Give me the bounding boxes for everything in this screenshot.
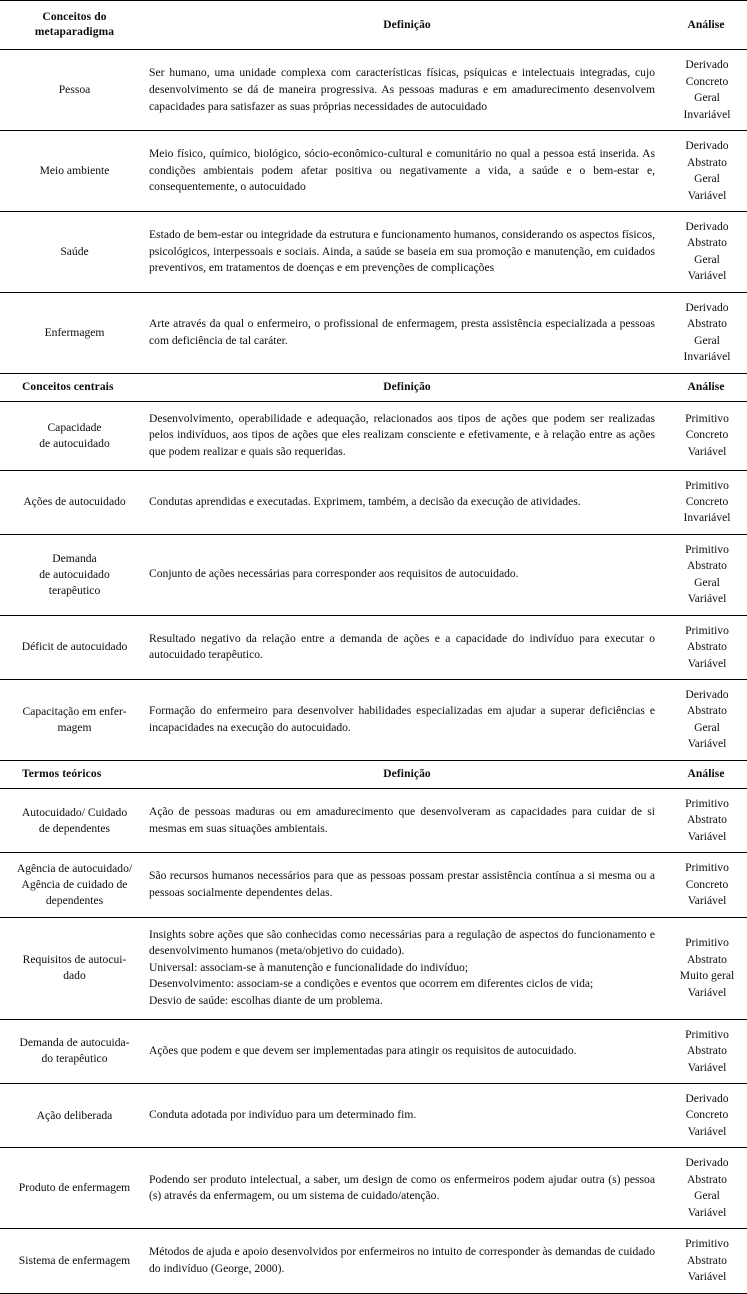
analysis-attribute: Derivado: [685, 1156, 729, 1170]
cell-term: Saúde: [0, 211, 149, 292]
cell-term-line: magem: [57, 720, 92, 734]
analysis-attribute: Abstrato: [687, 317, 727, 331]
cell-term-line: Demanda: [52, 551, 97, 565]
cell-term: [0, 534, 149, 615]
cell-term-line: dependentes: [45, 894, 104, 908]
table-row: [0, 1148, 747, 1229]
analysis-attribute: Geral: [694, 720, 720, 734]
cell-term: Produto de enfermagem: [0, 1148, 149, 1229]
table-row: [0, 680, 747, 761]
analysis-attribute: Primitivo: [685, 623, 729, 637]
cell-definition: Conduta adotada por indivíduo para um determinado fim.: [149, 1083, 665, 1147]
analysis-attribute: Abstrato: [687, 952, 727, 966]
analysis-attribute: Concreto: [685, 494, 729, 508]
cell-term-line: Agência de cuidado de: [21, 878, 128, 892]
cell-definition-line: Insights sobre ações que são conhecidas como necessárias para a regulação de aspectos do funcionamento e desenvolvimento humanos (meta/objetivo do cuidado).: [149, 927, 655, 958]
cell-term-line: Requisitos de autocui-: [22, 953, 127, 967]
analysis-attribute: Abstrato: [687, 155, 727, 169]
cell-analysis: [665, 917, 747, 1019]
analysis-attribute: Geral: [694, 333, 720, 347]
analysis-attribute: Concreto: [685, 877, 729, 891]
column-header-definition: Definição: [149, 373, 665, 401]
cell-term: Ações de autocuidado: [0, 470, 149, 534]
analysis-attribute: Variável: [687, 737, 727, 751]
table-row: [0, 211, 747, 292]
analysis-attribute: Abstrato: [687, 236, 727, 250]
analysis-attribute: Primitivo: [685, 861, 729, 875]
analysis-attribute: Geral: [694, 172, 720, 186]
cell-definition: Meio físico, químico, biológico, sócio-econômico-cultural e comunitário no qual a pessoa está inserida. As condições ambientais podem afetar positiva ou negativamente a vida, a saúde e o bem-estar e, consequentemente, o autocuidado: [149, 131, 665, 212]
analysis-attribute: Abstrato: [687, 1172, 727, 1186]
cell-analysis: [665, 1019, 747, 1083]
cell-definition: Desenvolvimento, operabilidade e adequação, relacionados aos tipos de ações que podem ser realizadas pelos indivíduos, aos tipos de ações que eles realizam consciente e efetivamente, e à relação entre as ações que podem realizar e quais são requeridas.: [149, 401, 665, 470]
analysis-attribute: Primitivo: [685, 797, 729, 811]
cell-definition: Ação de pessoas maduras ou em amadurecimento que desenvolveram as capacidades para cuidar de si mesmas em suas situações ambientais.: [149, 789, 665, 853]
cell-term: Pessoa: [0, 50, 149, 131]
analysis-attribute: Variável: [687, 1270, 727, 1284]
table-row: [0, 789, 747, 853]
section-header-row: [0, 1, 747, 50]
cell-term-line: dado: [63, 969, 86, 983]
cell-definition: Arte através da qual o enfermeiro, o profissional de enfermagem, presta assistência especializada a pessoas com deficiência de tal caráter.: [149, 292, 665, 373]
analysis-attribute: Concreto: [685, 1108, 729, 1122]
analysis-attribute: Derivado: [685, 1091, 729, 1105]
analysis-attribute: Variável: [687, 1205, 727, 1219]
column-header-analysis: Análise: [665, 373, 747, 401]
table-row: [0, 534, 747, 615]
cell-term-line: Demanda de autocuida-: [19, 1036, 130, 1050]
table-row: [0, 401, 747, 470]
analysis-attribute: Variável: [687, 444, 727, 458]
table-row: [0, 131, 747, 212]
cell-analysis: [665, 292, 747, 373]
analysis-attribute: Primitivo: [685, 478, 729, 492]
cell-definition: [149, 917, 665, 1019]
analysis-attribute: Abstrato: [687, 1044, 727, 1058]
cell-analysis: [665, 853, 747, 917]
cell-analysis: [665, 615, 747, 679]
analysis-attribute: Variável: [687, 592, 727, 606]
cell-term: [0, 917, 149, 1019]
cell-definition-line: Desenvolvimento: associam-se a condições e eventos que ocorrem em diferentes ciclos de vida;: [149, 977, 594, 991]
cell-term: Ação deliberada: [0, 1083, 149, 1147]
cell-definition: Métodos de ajuda e apoio desenvolvidos por enfermeiros no intuito de corresponder às demandas de cuidado do indivíduo (George, 2000).: [149, 1229, 665, 1293]
column-header-term: Termos teóricos: [0, 760, 149, 788]
analysis-attribute: Derivado: [685, 219, 729, 233]
analysis-attribute: Geral: [694, 1189, 720, 1203]
cell-definition: Resultado negativo da relação entre a demanda de ações e a capacidade do indivíduo para executar o autocuidado terapêutico.: [149, 615, 665, 679]
column-header-definition: Definição: [149, 1, 665, 50]
analysis-attribute: Primitivo: [685, 411, 729, 425]
cell-term: [0, 680, 149, 761]
analysis-attribute: Variável: [687, 1060, 727, 1074]
analysis-attribute: Variável: [687, 894, 727, 908]
cell-term: Enfermagem: [0, 292, 149, 373]
analysis-attribute: Variável: [687, 269, 727, 283]
cell-analysis: [665, 131, 747, 212]
cell-analysis: [665, 50, 747, 131]
analysis-attribute: Derivado: [685, 58, 729, 72]
analysis-attribute: Derivado: [685, 688, 729, 702]
cell-definition-line: Universal: associam-se à manutenção e funcionalidade do indivíduo;: [149, 960, 469, 974]
table-row: [0, 1229, 747, 1293]
table-row: [0, 50, 747, 131]
cell-term-line: Capacitação em enfer-: [22, 704, 127, 718]
cell-term-line: de dependentes: [38, 821, 111, 835]
table-row: [0, 615, 747, 679]
cell-term: [0, 853, 149, 917]
cell-term: Meio ambiente: [0, 131, 149, 212]
table-row: [0, 853, 747, 917]
cell-analysis: [665, 1229, 747, 1293]
cell-analysis: [665, 211, 747, 292]
section-header-row: [0, 373, 747, 401]
cell-term-line: Agência de autocuidado/: [16, 862, 133, 876]
analysis-attribute: Geral: [694, 252, 720, 266]
cell-analysis: [665, 789, 747, 853]
table-row: [0, 292, 747, 373]
analysis-attribute: Geral: [694, 575, 720, 589]
analysis-attribute: Variável: [687, 1124, 727, 1138]
cell-definition: Ações que podem e que devem ser implementadas para atingir os requisitos de autocuidado.: [149, 1019, 665, 1083]
table-row: [0, 470, 747, 534]
analysis-attribute: Derivado: [685, 139, 729, 153]
analysis-attribute: Concreto: [685, 74, 729, 88]
table-row: [0, 917, 747, 1019]
analysis-attribute: Primitivo: [685, 542, 729, 556]
cell-term: [0, 1019, 149, 1083]
cell-definition: Podendo ser produto intelectual, a saber, um design de como os enfermeiros podem ajudar outra (s) pessoa (s) através da enfermagem, ou um sistema de cuidado/atenção.: [149, 1148, 665, 1229]
cell-term: Déficit de autocuidado: [0, 615, 149, 679]
section-header-row: [0, 760, 747, 788]
cell-term-line: Autocuidado/ Cuidado: [21, 805, 128, 819]
cell-term-line: Capacidade: [47, 420, 102, 434]
analysis-attribute: Primitivo: [685, 936, 729, 950]
analysis-attribute: Variável: [687, 985, 727, 999]
analysis-attribute: Derivado: [685, 300, 729, 314]
cell-term-line: de autocuidado: [39, 567, 110, 581]
analysis-attribute: Abstrato: [687, 704, 727, 718]
column-header-definition: Definição: [149, 760, 665, 788]
analysis-attribute: Abstrato: [687, 640, 727, 654]
analysis-attribute: Abstrato: [687, 1253, 727, 1267]
cell-definition: Ser humano, uma unidade complexa com características físicas, psíquicas e intelectuais integradas, cujo desenvolvimento se dá de maneira progressiva. As pessoas maduras e em amadurecimento desenvolvem capacidades para satisfazer as suas próprias necessidades de autocuidado: [149, 50, 665, 131]
column-header-term: Conceitos centrais: [0, 373, 149, 401]
cell-analysis: [665, 401, 747, 470]
column-header-term: [0, 1, 149, 50]
cell-definition: Conjunto de ações necessárias para corresponder aos requisitos de autocuidado.: [149, 534, 665, 615]
analysis-attribute: Variável: [687, 829, 727, 843]
cell-term-line: do terapêutico: [41, 1052, 108, 1066]
analysis-attribute: Muito geral: [679, 969, 735, 983]
column-header-analysis: Análise: [665, 760, 747, 788]
analysis-attribute: Invariável: [683, 107, 731, 121]
cell-definition: Estado de bem-estar ou integridade da estrutura e funcionamento humanos, considerando os aspectos físicos, psicológicos, interpessoais e sociais. Ainda, a saúde se baseia em sua promoção e manutenção, em cuidados preventivos, em tratamentos de doenças e em prevenções de complicações: [149, 211, 665, 292]
cell-term-line: de autocuidado: [39, 436, 110, 450]
analysis-attribute: Variável: [687, 188, 727, 202]
analysis-attribute: Abstrato: [687, 559, 727, 573]
analysis-attribute: Primitivo: [685, 1027, 729, 1041]
analysis-attribute: Geral: [694, 91, 720, 105]
cell-analysis: [665, 680, 747, 761]
analysis-attribute: Invariável: [683, 350, 731, 364]
cell-definition: Condutas aprendidas e executadas. Exprimem, também, a decisão da execução de atividades.: [149, 470, 665, 534]
cell-analysis: [665, 470, 747, 534]
analysis-attribute: Variável: [687, 656, 727, 670]
cell-definition-line: Desvio de saúde: escolhas diante de um problema.: [149, 994, 383, 1008]
column-header-term-line: metaparadigma: [34, 26, 115, 39]
cell-term-line: terapêutico: [48, 583, 101, 597]
analysis-attribute: Abstrato: [687, 813, 727, 827]
analysis-attribute: Invariável: [683, 511, 731, 525]
cell-term: Sistema de enfermagem: [0, 1229, 149, 1293]
cell-definition: Formação do enfermeiro para desenvolver habilidades especializadas em ajudar a superar deficiências e incapacidades na execução do autocuidado.: [149, 680, 665, 761]
cell-term: [0, 789, 149, 853]
column-header-term-line: Conceitos do: [42, 11, 107, 23]
cell-analysis: [665, 1148, 747, 1229]
analysis-attribute: Primitivo: [685, 1237, 729, 1251]
column-header-analysis: Análise: [665, 1, 747, 50]
cell-term: [0, 401, 149, 470]
cell-definition: São recursos humanos necessários para que as pessoas possam prestar assistência contínua a si mesma ou a pessoas socialmente dependentes delas.: [149, 853, 665, 917]
table-row: [0, 1083, 747, 1147]
table-row: [0, 1019, 747, 1083]
cell-analysis: [665, 534, 747, 615]
analysis-attribute: Concreto: [685, 428, 729, 442]
cell-analysis: [665, 1083, 747, 1147]
